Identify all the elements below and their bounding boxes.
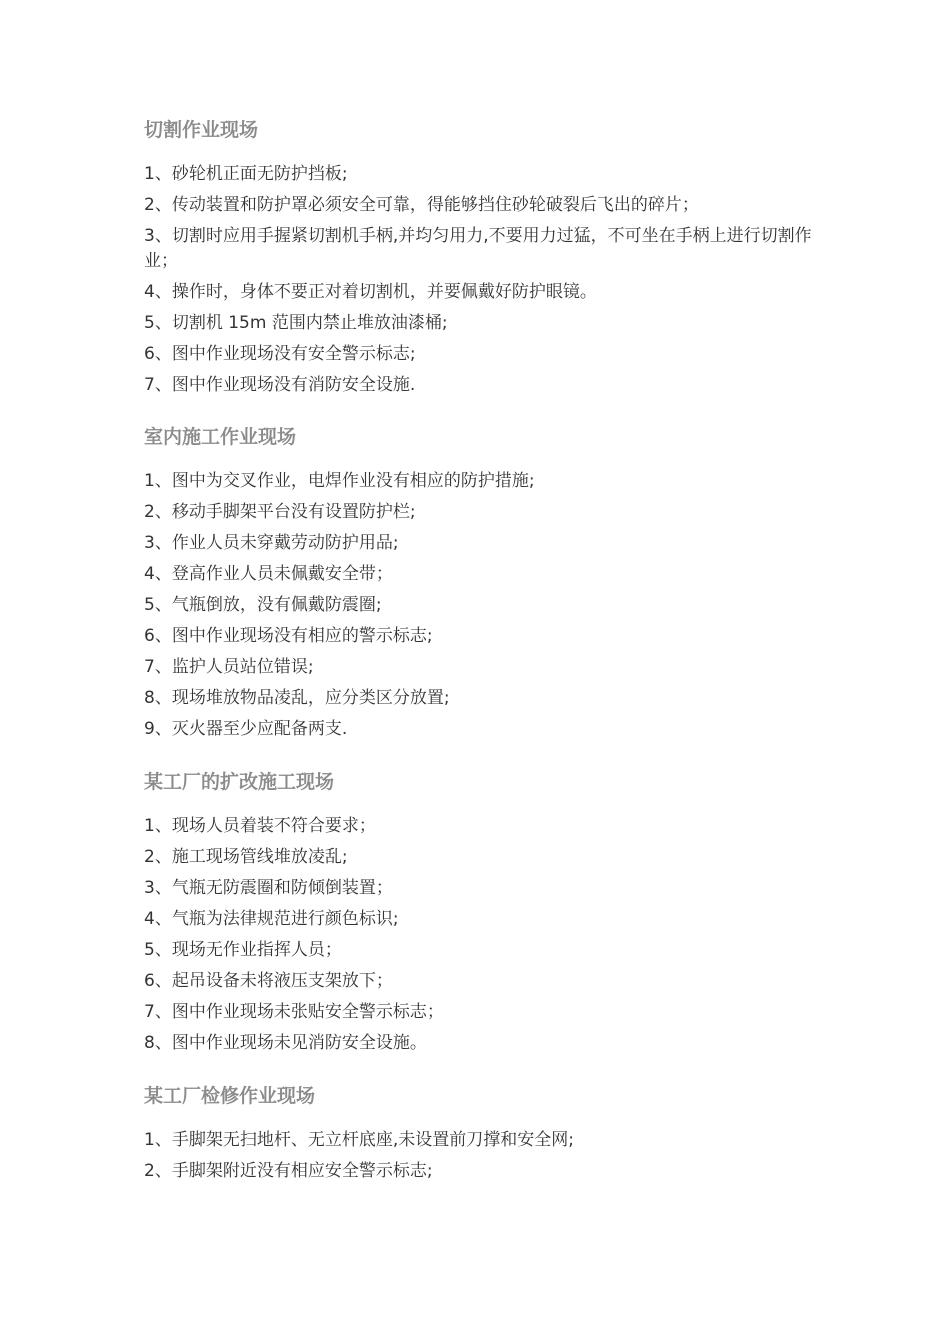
- list-item: 7、图中作业现场未张贴安全警示标志；: [144, 1002, 444, 1022]
- list-item: 2、传动装置和防护罩必须安全可靠，得能够挡住砂轮破裂后飞出的碎片；: [144, 195, 699, 215]
- list-item: 7、图中作业现场没有消防安全设施.: [144, 375, 416, 395]
- list-item: 4、操作时，身体不要正对着切割机，并要佩戴好防护眼镜。: [144, 282, 597, 302]
- section-title: 切割作业现场: [144, 119, 259, 141]
- section-title: 室内施工作业现场: [144, 426, 297, 448]
- section-cutting: [144, 112, 816, 398]
- list-item: 5、切割机 15m 范围内禁止堆放油漆桶;: [144, 313, 448, 333]
- section-title: 某工厂的扩改施工现场: [144, 771, 335, 793]
- list-item: 1、图中为交叉作业，电焊作业没有相应的防护措施;: [144, 471, 535, 491]
- list-item: 1、手脚架无扫地杆、无立杆底座,未设置前刀撑和安全网;: [144, 1130, 574, 1150]
- list-item: 5、现场无作业指挥人员；: [144, 940, 342, 960]
- list-item: 1、现场人员着装不符合要求；: [144, 816, 376, 836]
- list-item: 8、图中作业现场未见消防安全设施。: [144, 1033, 427, 1053]
- section-indoor: [144, 419, 816, 742]
- section-expansion: [144, 764, 816, 1056]
- list-item: 2、手脚架附近没有相应安全警示标志;: [144, 1161, 433, 1181]
- list-item: 8、现场堆放物品凌乱，应分类区分放置;: [144, 688, 450, 708]
- list-item: 9、灭火器至少应配备两支.: [144, 719, 348, 739]
- list-item: 3、气瓶无防震圈和防倾倒装置；: [144, 878, 393, 898]
- list-item: 5、气瓶倒放，没有佩戴防震圈;: [144, 595, 382, 615]
- list-item: 2、施工现场管线堆放凌乱;: [144, 847, 348, 867]
- list-item: 6、起吊设备未将液压支架放下；: [144, 971, 393, 991]
- list-item: 6、图中作业现场没有相应的警示标志;: [144, 626, 433, 646]
- list-item: 2、移动手脚架平台没有设置防护栏;: [144, 502, 416, 522]
- section-maintenance: [144, 1078, 816, 1184]
- list-item: 1、砂轮机正面无防护挡板;: [144, 164, 348, 184]
- section-title: 某工厂检修作业现场: [144, 1085, 316, 1107]
- document-body: [144, 112, 816, 1190]
- list-item: 3、切割时应用手握紧切割机手柄,并均匀用力,不要用力过猛，不可坐在手柄上进行切割作业；: [144, 226, 812, 271]
- list-item: 4、气瓶为法律规范进行颜色标识;: [144, 909, 399, 929]
- list-item: 3、作业人员未穿戴劳动防护用品;: [144, 533, 399, 553]
- list-item: 6、图中作业现场没有安全警示标志;: [144, 344, 416, 364]
- list-item: 7、监护人员站位错误;: [144, 657, 314, 677]
- list-item: 4、登高作业人员未佩戴安全带；: [144, 564, 393, 584]
